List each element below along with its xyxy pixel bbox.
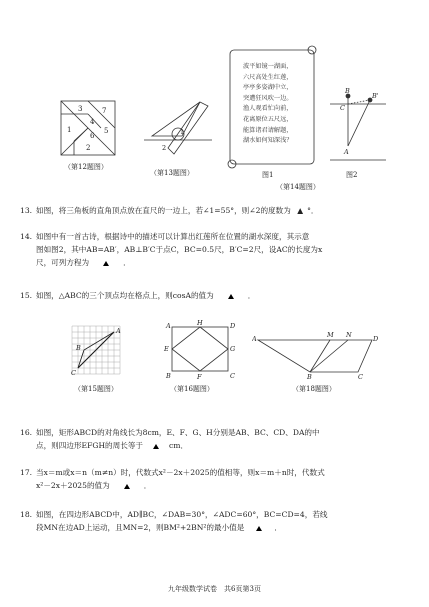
q16-end: cm． — [169, 441, 189, 450]
q14-blank-marker — [103, 261, 109, 266]
q17-line-2: x²－2x＋2025的值为 — [36, 481, 110, 490]
poem-line: 能算诸君请解题， — [243, 126, 293, 134]
q17-line-1: 当x＝m或x＝n（m≠n）时，代数式x²－2x＋2025的值相等，则x＝m＋n时，代数式 — [36, 468, 325, 477]
fig16-label-G: G — [230, 345, 236, 353]
fig12-tangram — [60, 100, 128, 156]
fig14-label-C: C — [340, 104, 345, 112]
fig16-label-F: F — [197, 373, 202, 380]
q15-number: 15. — [20, 291, 33, 300]
fig16-label-B: B — [166, 372, 171, 380]
poem-line: 湖水如何知深浅？ — [243, 137, 293, 145]
poem-line: 六尺高处生红莲， — [243, 73, 293, 81]
q13-blank: ▲ — [297, 206, 304, 215]
segment-BN — [310, 340, 348, 372]
fig13-angle-1: 1 — [180, 128, 185, 136]
q16-blank-marker — [153, 444, 159, 449]
fig18-label-D: D — [373, 335, 379, 343]
q18-blank-marker — [256, 526, 262, 531]
fig12-caption: （第12题图） — [64, 163, 108, 171]
fig16-caption: （第16题图） — [170, 385, 214, 393]
triangle-shape — [152, 102, 200, 136]
fig12-num-7: 2 — [86, 144, 91, 152]
fig18-trapezoid — [252, 328, 380, 380]
question-15 — [20, 289, 415, 302]
q13-end: °． — [307, 206, 319, 215]
page-footer: 九年级数学试卷 共6页第3页 — [168, 585, 261, 593]
q18-line-2: 段MN在边AD上运动，且MN=2，则BM²+2BN²的最小值是 — [36, 523, 245, 532]
q18-number: 18. — [20, 510, 33, 519]
q14-line-2: 图如图2，其中AB=AB′，AB⊥B′C于点C，BC=0.5尺，B′C=2尺，设AC的长度为x — [36, 245, 323, 254]
fig12-num-3: 4 — [90, 118, 95, 126]
fig16-label-E: E — [164, 345, 169, 353]
poem-line: 渔人观看忙向前， — [243, 105, 293, 113]
fig18-label-C: C — [358, 373, 363, 380]
stem-AB-prime — [348, 100, 370, 146]
question-18 — [20, 508, 415, 534]
q17-number: 17. — [20, 468, 33, 477]
fig12-num-5: 1 — [67, 126, 72, 134]
q14-line-1: 如图中有一首古诗，根据诗中的描述可以计算出红莲所在位置的湖水深度，其示意 — [36, 232, 310, 241]
quadrilateral-ABCD — [258, 340, 372, 372]
fig16-rect-rhombus — [162, 320, 238, 380]
poem-line: 花离原位五尺远， — [243, 115, 293, 123]
fig12-num-2: 7 — [102, 107, 107, 115]
fig14-label-B-prime: B' — [372, 92, 379, 100]
fig12-num-1: 3 — [78, 105, 83, 113]
rectangle-ABCD — [172, 327, 228, 371]
fig14-label-B: B — [345, 87, 350, 95]
poem-line: 亭亭多姿湖中立， — [243, 84, 293, 92]
q17-end: ． — [143, 481, 152, 490]
poem-line: 波平如镜一湖面， — [243, 63, 293, 70]
fig18-caption: （第18题图） — [292, 385, 336, 393]
question-13 — [20, 204, 415, 217]
fig15-label-C: C — [71, 369, 76, 377]
fig16-label-H: H — [197, 320, 203, 327]
q17-blank-marker — [124, 484, 130, 489]
q15-text: 如图，△ABC的三个顶点均在格点上，则cosA的值为 — [36, 291, 214, 300]
question-14 — [20, 230, 415, 269]
fig15-caption: （第15题图） — [74, 385, 118, 393]
fig14-caption: （第14题图） — [276, 183, 320, 191]
q16-line-2: 点，则四边形EFGH的周长等于 — [36, 441, 144, 450]
fig13-angle-2: 2 — [162, 144, 167, 152]
fig18-label-M: M — [327, 331, 334, 339]
fig18-label-B: B — [307, 373, 312, 380]
ruler-shape — [168, 102, 208, 154]
fig16-label-D: D — [230, 322, 236, 330]
q15-end: ． — [247, 291, 256, 300]
q14-line-3-end: ． — [123, 258, 131, 267]
q14-number: 14. — [20, 232, 33, 241]
fig16-label-A: A — [166, 322, 171, 330]
fig12-num-4: 5 — [104, 127, 109, 135]
q13-text: 如图，将三角板的直角顶点放在直尺的一边上，若∠1=55°，则∠2的度数为 — [36, 206, 291, 215]
fig15-grid-triangle — [66, 322, 132, 378]
q16-number: 16. — [20, 428, 33, 437]
fig14-lotus-diagram — [326, 86, 390, 172]
poem-line: 突遭狂风吹一边。 — [243, 94, 293, 102]
q14-line-3: 尺，可列方程为 — [36, 258, 90, 267]
q13-number: 13. — [20, 206, 33, 215]
fig18-label-A: A — [252, 335, 257, 343]
q18-line-1: 如图，在四边形ABCD中，AD∥BC，∠DAB=30°，∠ADC=60°，BC=CD=4，若线 — [36, 510, 328, 519]
segment-BM — [310, 340, 330, 372]
fig13-caption: （第13题图） — [150, 169, 194, 177]
rhombus-EFGH — [172, 327, 228, 371]
fig15-label-B: B — [76, 344, 81, 352]
fig13-triangle-ruler — [142, 100, 214, 162]
fig14-label-2: 图2 — [346, 171, 358, 179]
fig14-label-A: A — [344, 148, 349, 156]
q16-line-1: 如图，矩形ABCD的对角线长为8cm，E、F、G、H分别是AB、BC、CD、DA的中 — [36, 428, 320, 437]
fig18-label-N: N — [346, 331, 352, 339]
q18-end: ． — [274, 523, 282, 532]
fig14-poem — [243, 62, 309, 147]
fig16-label-C: C — [230, 372, 235, 380]
q15-blank-marker — [228, 294, 234, 299]
fig12-num-6: 6 — [90, 132, 95, 140]
fig15-label-A: A — [116, 327, 121, 335]
fig14-label-1: 图1 — [262, 171, 274, 179]
question-16 — [20, 426, 415, 452]
question-17 — [20, 466, 415, 492]
